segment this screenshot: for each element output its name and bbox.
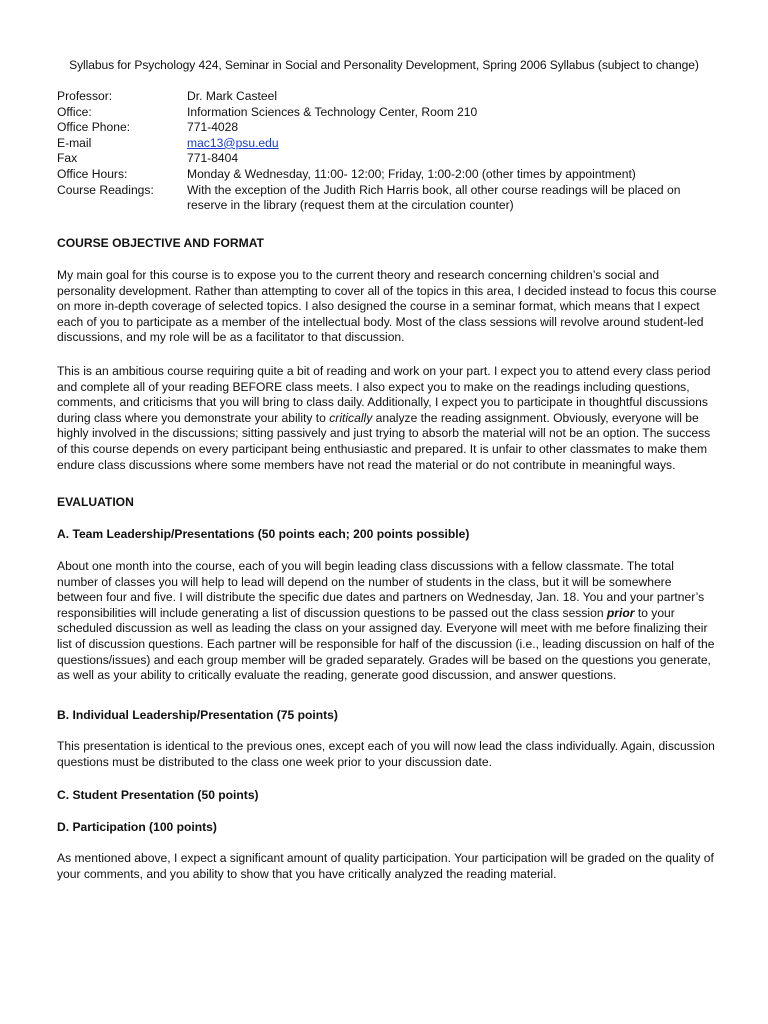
- professor-row: [57, 89, 717, 105]
- readings-value: With the exception of the Judith Rich Harris book, all other course readings will be placed on reserve in the library (request them at the circulation counter): [187, 182, 681, 213]
- evaluation-heading: EVALUATION: [57, 495, 134, 509]
- readings-row: [57, 183, 717, 214]
- fax-row: [57, 151, 717, 167]
- office-row: [57, 105, 717, 121]
- section-d-text: As mentioned above, I expect a significant amount of quality participation. Your participation will be graded on the quality of your comments, and you ability to show that you have critically analyzed the reading material.: [57, 851, 714, 881]
- section-b-heading: B. Individual Leadership/Presentation (75 points): [57, 708, 338, 722]
- section-a-emphasis: prior: [606, 605, 635, 620]
- objective-heading: COURSE OBJECTIVE AND FORMAT: [57, 236, 264, 250]
- email-label: E-mail: [57, 135, 92, 150]
- section-a-heading: A. Team Leadership/Presentations (50 points each; 200 points possible): [57, 527, 470, 541]
- professor-value: Dr. Mark Casteel: [187, 89, 278, 103]
- professor-label: Professor:: [57, 89, 113, 103]
- office-label: Office:: [57, 104, 92, 119]
- section-c-heading: C. Student Presentation (50 points): [57, 788, 259, 802]
- objective-p2-part-2: analyze the reading assignment. Obviously, everyone will be highly involved in the discussions; sitting passively and just trying to absorb the material will not be an option. The success of this course depends on every participant being enthusiastic and prepared. It is unfair to other classmates to make them endure class discussions where some members have not read the material or do not contribute in meaningful ways.: [57, 410, 711, 472]
- email-row: [57, 136, 717, 152]
- objective-p2-part-1: This is an ambitious course requiring quite a bit of reading and work on your part. I expect you to attend every class period and complete all of your reading BEFORE class meets. I also expect you to make on the readings including questions, comments, and criticisms that you will bring to class daily. Additionally, I expect you to participate in thoughtful discussions during class where you demonstrate your ability to: [57, 364, 711, 425]
- section-a-part-1: About one month into the course, each of you will begin leading class discussions with a fellow classmate. The total number of classes you will help to lead will depend on the number of students in the class, but it will be somewhere between four and five. I will distribute the specific due dates and partners on Wednesday, Jan. 18. You and your partner’s responsibilities will include generating a list of discussion questions to be passed out the class session: [57, 559, 705, 620]
- phone-row: [57, 120, 717, 136]
- section-a-part-2: to your scheduled discussion as well as leading the class on your assigned day. Everyone will meet with me before finalizing their list of discussion questions. Each partner will be responsible for half of the discussion (i.e., leading discussion on half of the questions/issues) and each group member will be graded separately. Grades will be based on the questions you generate, as well as your ability to critically evaluate the reading, generate good discussion, and answer questions.: [57, 605, 715, 683]
- section-b-text: This presentation is identical to the previous ones, except each of you will now lead the class individually. Again, discussion questions must be distributed to the class one week prior to your discussion date.: [57, 739, 715, 769]
- email-link[interactable]: mac13@psu.edu: [187, 135, 279, 150]
- hours-value: Monday & Wednesday, 11:00- 12:00; Friday, 1:00-2:00 (other times by appointment): [187, 166, 636, 181]
- contact-info: [57, 89, 717, 214]
- document-title: Syllabus for Psychology 424, Seminar in Social and Personality Development, Spring 2006 Syllabus (subject to change): [69, 58, 699, 72]
- hours-row: [57, 167, 717, 183]
- objective-p2-emphasis: critically: [329, 410, 373, 425]
- section-d-heading: D. Participation (100 points): [57, 820, 217, 834]
- section-a-text: [57, 559, 717, 684]
- phone-label: Office Phone:: [57, 120, 131, 135]
- office-value: Information Sciences & Technology Center, Room 210: [187, 104, 478, 119]
- objective-paragraph-2: [57, 364, 717, 473]
- fax-label: Fax: [57, 151, 78, 166]
- hours-label: Office Hours:: [57, 166, 128, 181]
- readings-label: Course Readings:: [57, 182, 154, 197]
- fax-value: 771-8404: [187, 151, 239, 166]
- phone-value: 771-4028: [187, 120, 239, 135]
- objective-paragraph-1: My main goal for this course is to expose you to the current theory and research concerning children’s social and personality development. Rather than attempting to cover all of the topics in this area, I decided instead to focus this course on more in-depth coverage of selected topics. I also designed the course in a seminar format, which means that I expect each of you to participate as a member of the intellectual body. Most of the class sessions will revolve around student-led discussions, and my role will be as a facilitator to that discussion.: [57, 268, 717, 345]
